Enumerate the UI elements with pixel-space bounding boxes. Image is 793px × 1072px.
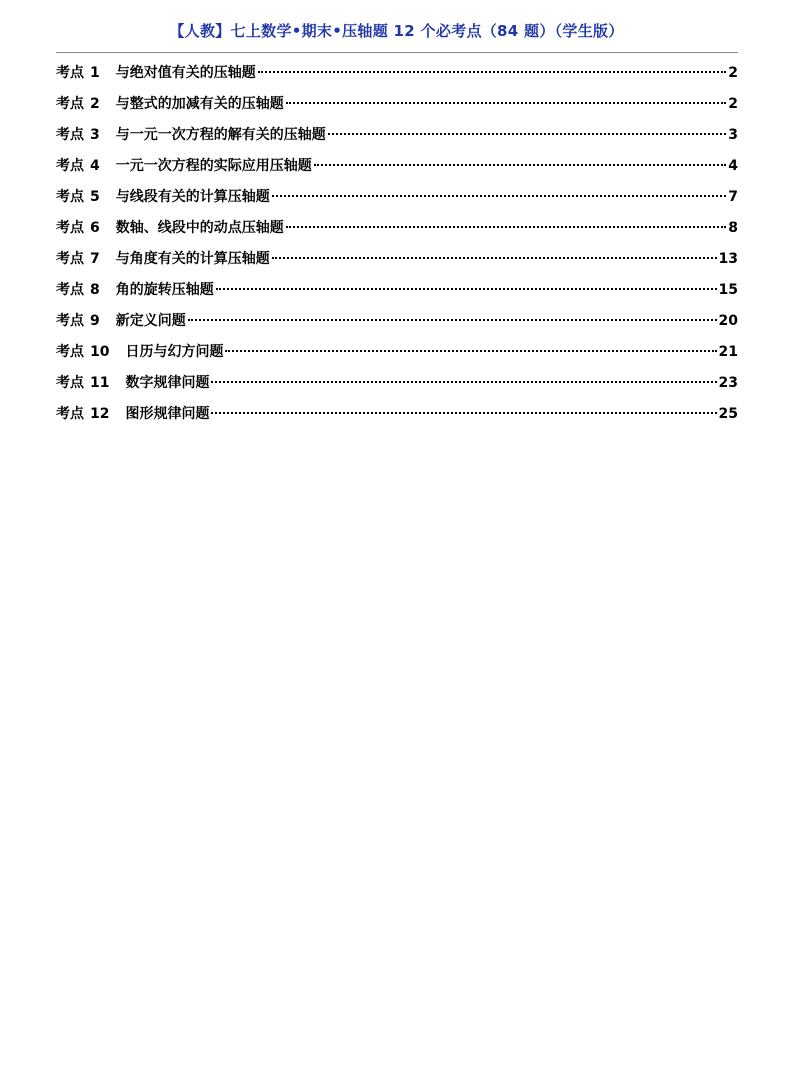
toc-entry-number: 8 (90, 282, 100, 298)
toc-entry-title: 新定义问题 (115, 313, 186, 329)
toc-entry-page: 13 (718, 251, 738, 267)
toc-entry-title: 日历与幻方问题 (125, 344, 224, 360)
toc-entry-title: 数轴、线段中的动点压轴题 (115, 220, 284, 236)
toc-entry-title: 一元一次方程的实际应用压轴题 (115, 158, 312, 174)
toc-entry[interactable] (56, 306, 738, 337)
toc-entry[interactable] (56, 89, 738, 120)
toc-entry[interactable] (56, 120, 738, 151)
toc-entry-page: 2 (728, 65, 738, 81)
toc-entry[interactable] (56, 182, 738, 213)
toc-dot-leader (225, 350, 716, 352)
toc-dot-leader (211, 381, 716, 383)
toc-dot-leader (328, 133, 727, 135)
toc-entry-number: 4 (90, 158, 100, 174)
toc-entry-page: 15 (718, 282, 738, 298)
toc-entry-page: 3 (728, 127, 738, 143)
toc-dot-leader (314, 164, 727, 166)
toc-dot-leader (211, 412, 716, 414)
toc-entry-number: 10 (90, 344, 110, 360)
toc-entry-label: 考点 (56, 282, 84, 298)
toc-entry-page: 20 (718, 313, 738, 329)
toc-entry-number: 9 (90, 313, 100, 329)
toc-entry[interactable] (56, 244, 738, 275)
toc-entry-title: 与一元一次方程的解有关的压轴题 (115, 127, 326, 143)
toc-entry-label: 考点 (56, 96, 84, 112)
toc-entry-label: 考点 (56, 127, 84, 143)
toc-entry-number: 5 (90, 189, 100, 205)
toc-entry-title: 角的旋转压轴题 (115, 282, 214, 298)
toc-entry-title: 图形规律问题 (125, 406, 210, 422)
toc-entry-number: 12 (90, 406, 110, 422)
toc-entry-page: 23 (718, 375, 738, 391)
toc-entry-label: 考点 (56, 313, 84, 329)
toc-dot-leader (286, 226, 727, 228)
toc-entry-number: 3 (90, 127, 100, 143)
document-header-title: 【人教】七上数学•期末•压轴题 12 个必考点（84 题）（学生版） (169, 22, 624, 40)
toc-dot-leader (272, 257, 717, 259)
toc-entry-page: 21 (718, 344, 738, 360)
toc-entry-label: 考点 (56, 344, 84, 360)
toc-entry[interactable] (56, 58, 738, 89)
toc-dot-leader (286, 102, 727, 104)
toc-entry-label: 考点 (56, 220, 84, 236)
toc-dot-leader (216, 288, 717, 290)
toc-entry-label: 考点 (56, 406, 84, 422)
toc-entry-label: 考点 (56, 375, 84, 391)
toc-entry-label: 考点 (56, 158, 84, 174)
toc-entry-label: 考点 (56, 251, 84, 267)
toc-entry-page: 8 (728, 220, 738, 236)
toc-entry[interactable] (56, 275, 738, 306)
toc-entry-title: 与线段有关的计算压轴题 (115, 189, 270, 205)
toc-entry-page: 7 (728, 189, 738, 205)
toc-entry-number: 6 (90, 220, 100, 236)
toc-entry[interactable] (56, 368, 738, 399)
toc-dot-leader (258, 71, 727, 73)
toc-entry-page: 2 (728, 96, 738, 112)
toc-entry-label: 考点 (56, 65, 84, 81)
toc-entry[interactable] (56, 213, 738, 244)
toc-dot-leader (272, 195, 727, 197)
toc-entry-label: 考点 (56, 189, 84, 205)
toc-entry[interactable] (56, 399, 738, 430)
table-of-contents (56, 58, 738, 430)
toc-entry-title: 数字规律问题 (125, 375, 210, 391)
toc-entry-number: 2 (90, 96, 100, 112)
toc-entry-title: 与整式的加减有关的压轴题 (115, 96, 284, 112)
toc-entry-page: 4 (728, 158, 738, 174)
toc-entry-number: 11 (90, 375, 110, 391)
toc-entry-number: 7 (90, 251, 100, 267)
toc-entry[interactable] (56, 337, 738, 368)
header-divider (56, 52, 738, 53)
toc-entry[interactable] (56, 151, 738, 182)
toc-entry-page: 25 (718, 406, 738, 422)
toc-dot-leader (188, 319, 717, 321)
toc-entry-title: 与角度有关的计算压轴题 (115, 251, 270, 267)
toc-entry-title: 与绝对值有关的压轴题 (115, 65, 256, 81)
toc-entry-number: 1 (90, 65, 100, 81)
